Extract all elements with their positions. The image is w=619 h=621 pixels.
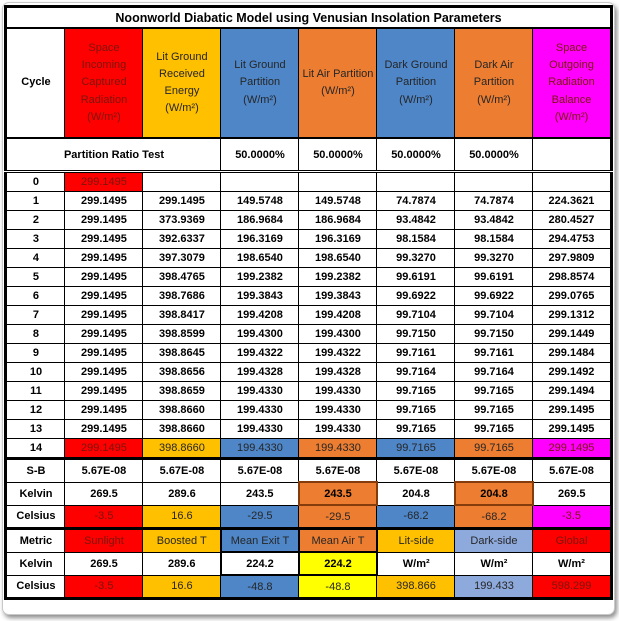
value-cell: 99.7165 (377, 382, 455, 401)
value-cell: 299.1449 (533, 325, 611, 344)
value-cell: 99.7165 (455, 439, 533, 459)
summary-value-cell: -48.8 (221, 575, 299, 599)
value-cell: 398.8660 (143, 401, 221, 420)
value-cell: 196.3169 (221, 230, 299, 249)
value-cell: 199.4208 (221, 306, 299, 325)
cycle-row-0 (6, 172, 611, 192)
summary-value-cell: Global (533, 529, 611, 553)
value-cell: 74.7874 (377, 192, 455, 211)
cycle-number: 6 (6, 287, 65, 306)
partition-ratio-value: 50.0000% (221, 138, 299, 172)
noonworld-model-table (4, 5, 612, 600)
partition-ratio-value: 50.0000% (455, 138, 533, 172)
summary-row-s-b (6, 459, 611, 483)
cycle-number: 9 (6, 344, 65, 363)
value-cell: 198.6540 (299, 249, 377, 268)
value-cell: 199.4300 (221, 325, 299, 344)
value-cell: 99.6191 (455, 268, 533, 287)
value-cell: 99.7104 (455, 306, 533, 325)
summary-row-kelvin (6, 552, 611, 575)
summary-value-cell: 224.2 (221, 552, 299, 575)
value-cell: 99.7165 (377, 420, 455, 439)
value-cell (455, 172, 533, 192)
value-cell: 199.4330 (299, 439, 377, 459)
summary-value-cell: 5.67E-08 (377, 459, 455, 483)
value-cell: 199.3843 (221, 287, 299, 306)
value-cell: 199.4330 (221, 401, 299, 420)
value-cell: 398.4765 (143, 268, 221, 287)
value-cell: 199.4330 (221, 439, 299, 459)
summary-value-cell: Mean Air T (299, 529, 377, 553)
cycle-number: 14 (6, 439, 65, 459)
value-cell: 299.1495 (65, 172, 143, 192)
value-cell: 398.8599 (143, 325, 221, 344)
value-cell: 199.4328 (299, 363, 377, 382)
value-cell: 99.7104 (377, 306, 455, 325)
value-cell: 298.8574 (533, 268, 611, 287)
partition-ratio-label: Partition Ratio Test (6, 138, 221, 172)
value-cell: 99.7165 (377, 439, 455, 459)
value-cell: 98.1584 (455, 230, 533, 249)
summary-value-cell: -68.2 (377, 505, 455, 529)
summary-value-cell: Lit-side (377, 529, 455, 553)
col-header-4: Lit Air Partition (W/m²) (299, 28, 377, 138)
value-cell: 199.4330 (221, 382, 299, 401)
value-cell (143, 172, 221, 192)
summary-value-cell: -29.5 (221, 505, 299, 529)
cycle-row-3 (6, 230, 611, 249)
summary-value-cell: 289.6 (143, 552, 221, 575)
value-cell: 373.9369 (143, 211, 221, 230)
value-cell: 93.4842 (455, 211, 533, 230)
col-header-2: Lit Ground Received Energy (W/m²) (143, 28, 221, 138)
summary-value-cell: -3.5 (65, 575, 143, 599)
summary-value-cell: W/m² (533, 552, 611, 575)
cycle-number: 2 (6, 211, 65, 230)
summary-row-label: Kelvin (6, 482, 65, 505)
value-cell: 299.1495 (533, 439, 611, 459)
cycle-number: 13 (6, 420, 65, 439)
cycle-row-11 (6, 382, 611, 401)
value-cell: 299.1495 (65, 363, 143, 382)
value-cell: 398.7686 (143, 287, 221, 306)
summary-row-label: Celsius (6, 575, 65, 599)
summary-value-cell: 204.8 (377, 482, 455, 505)
summary-value-cell: 5.67E-08 (533, 459, 611, 483)
value-cell: 74.7874 (455, 192, 533, 211)
value-cell: 186.9684 (221, 211, 299, 230)
screenshot-frame (2, 2, 615, 615)
value-cell: 224.3621 (533, 192, 611, 211)
cycle-row-2 (6, 211, 611, 230)
value-cell: 149.5748 (299, 192, 377, 211)
value-cell: 149.5748 (221, 192, 299, 211)
value-cell: 299.1495 (65, 192, 143, 211)
value-cell: 99.7165 (455, 420, 533, 439)
value-cell: 199.4328 (221, 363, 299, 382)
value-cell (299, 172, 377, 192)
value-cell: 199.2382 (221, 268, 299, 287)
summary-value-cell: 289.6 (143, 482, 221, 505)
value-cell: 398.8660 (143, 439, 221, 459)
summary-value-cell: 269.5 (65, 482, 143, 505)
summary-value-cell: -68.2 (455, 505, 533, 529)
summary-row-celsius (6, 575, 611, 599)
cycle-row-1 (6, 192, 611, 211)
value-cell: 199.4322 (299, 344, 377, 363)
value-cell: 199.3843 (299, 287, 377, 306)
summary-value-cell: 598.299 (533, 575, 611, 599)
value-cell: 199.2382 (299, 268, 377, 287)
cycle-number: 1 (6, 192, 65, 211)
summary-row-label: Celsius (6, 505, 65, 529)
value-cell: 299.1312 (533, 306, 611, 325)
value-cell: 299.0765 (533, 287, 611, 306)
value-cell: 299.1495 (65, 420, 143, 439)
summary-value-cell: 243.5 (221, 482, 299, 505)
cycle-number: 4 (6, 249, 65, 268)
value-cell: 299.1484 (533, 344, 611, 363)
summary-value-cell: Mean Exit T (221, 529, 299, 553)
col-header-6: Dark Air Partition (W/m²) (455, 28, 533, 138)
value-cell: 299.1494 (533, 382, 611, 401)
value-cell: 99.7165 (455, 382, 533, 401)
cycle-number: 3 (6, 230, 65, 249)
value-cell: 398.8656 (143, 363, 221, 382)
value-cell (377, 172, 455, 192)
value-cell: 299.1495 (65, 268, 143, 287)
value-cell: 199.4330 (221, 420, 299, 439)
cycle-row-8 (6, 325, 611, 344)
value-cell: 99.7164 (455, 363, 533, 382)
cycle-row-9 (6, 344, 611, 363)
summary-row-kelvin (6, 482, 611, 505)
value-cell (221, 172, 299, 192)
summary-value-cell: 16.6 (143, 575, 221, 599)
value-cell: 398.8645 (143, 344, 221, 363)
value-cell: 299.1495 (143, 192, 221, 211)
value-cell: 299.1495 (65, 230, 143, 249)
summary-value-cell: 269.5 (533, 482, 611, 505)
summary-row-metric (6, 529, 611, 553)
summary-value-cell: 5.67E-08 (455, 459, 533, 483)
summary-value-cell: 5.67E-08 (143, 459, 221, 483)
value-cell: 392.6337 (143, 230, 221, 249)
value-cell: 280.4527 (533, 211, 611, 230)
cycle-number: 8 (6, 325, 65, 344)
summary-value-cell: 204.8 (455, 482, 533, 505)
value-cell: 99.7164 (377, 363, 455, 382)
summary-value-cell: 199.433 (455, 575, 533, 599)
value-cell: 199.4330 (299, 382, 377, 401)
summary-value-cell: -29.5 (299, 505, 377, 529)
summary-row-label: Metric (6, 529, 65, 553)
value-cell: 299.1495 (65, 249, 143, 268)
value-cell: 294.4753 (533, 230, 611, 249)
summary-row-label: S-B (6, 459, 65, 483)
cycle-number: 10 (6, 363, 65, 382)
summary-value-cell: 5.67E-08 (299, 459, 377, 483)
value-cell: 299.1495 (65, 344, 143, 363)
cycle-number: 11 (6, 382, 65, 401)
value-cell: 99.7150 (377, 325, 455, 344)
col-header-3: Lit Ground Partition (W/m²) (221, 28, 299, 138)
value-cell: 99.3270 (377, 249, 455, 268)
col-header-1: Space Incoming Captured Radiation (W/m²) (65, 28, 143, 138)
cycle-number: 0 (6, 172, 65, 192)
value-cell: 99.6191 (377, 268, 455, 287)
value-cell: 398.8417 (143, 306, 221, 325)
table-title: Noonworld Diabatic Model using Venusian Insolation Parameters (6, 7, 611, 29)
cycle-row-12 (6, 401, 611, 420)
cycle-number: 12 (6, 401, 65, 420)
value-cell: 299.1492 (533, 363, 611, 382)
value-cell: 299.1495 (65, 211, 143, 230)
value-cell: 299.1495 (533, 420, 611, 439)
summary-value-cell: 398.866 (377, 575, 455, 599)
value-cell: 299.1495 (65, 306, 143, 325)
value-cell: 398.8660 (143, 420, 221, 439)
summary-value-cell: 269.5 (65, 552, 143, 575)
value-cell: 299.1495 (65, 382, 143, 401)
summary-value-cell: W/m² (377, 552, 455, 575)
value-cell: 398.8659 (143, 382, 221, 401)
col-header-5: Dark Ground Partition (W/m²) (377, 28, 455, 138)
value-cell: 93.4842 (377, 211, 455, 230)
value-cell: 198.6540 (221, 249, 299, 268)
value-cell: 98.1584 (377, 230, 455, 249)
partition-ratio-value (533, 138, 611, 172)
value-cell: 199.4300 (299, 325, 377, 344)
value-cell: 199.4208 (299, 306, 377, 325)
summary-value-cell: 5.67E-08 (65, 459, 143, 483)
value-cell: 99.7161 (455, 344, 533, 363)
summary-value-cell: Boosted T (143, 529, 221, 553)
value-cell: 186.9684 (299, 211, 377, 230)
cycle-row-5 (6, 268, 611, 287)
value-cell: 199.4330 (299, 420, 377, 439)
value-cell: 99.6922 (377, 287, 455, 306)
summary-value-cell: W/m² (455, 552, 533, 575)
summary-value-cell: 243.5 (299, 482, 377, 505)
value-cell: 99.7165 (455, 401, 533, 420)
cycle-number: 5 (6, 268, 65, 287)
value-cell: 99.7161 (377, 344, 455, 363)
cycle-row-4 (6, 249, 611, 268)
summary-value-cell: -48.8 (299, 575, 377, 599)
value-cell: 199.4322 (221, 344, 299, 363)
value-cell: 299.1495 (65, 325, 143, 344)
value-cell: 99.6922 (455, 287, 533, 306)
cycle-row-10 (6, 363, 611, 382)
cycle-row-14 (6, 439, 611, 459)
value-cell: 397.3079 (143, 249, 221, 268)
cycle-number: 7 (6, 306, 65, 325)
summary-value-cell: 16.6 (143, 505, 221, 529)
col-header-7: Space Outgoing Radiation Balance (W/m²) (533, 28, 611, 138)
partition-ratio-value: 50.0000% (299, 138, 377, 172)
summary-value-cell: -3.5 (533, 505, 611, 529)
value-cell: 299.1495 (65, 287, 143, 306)
summary-value-cell: -3.5 (65, 505, 143, 529)
value-cell: 299.1495 (533, 401, 611, 420)
cycle-row-7 (6, 306, 611, 325)
value-cell: 196.3169 (299, 230, 377, 249)
summary-value-cell: 224.2 (299, 552, 377, 575)
partition-ratio-value: 50.0000% (377, 138, 455, 172)
value-cell: 199.4330 (299, 401, 377, 420)
summary-row-label: Kelvin (6, 552, 65, 575)
summary-value-cell: Dark-side (455, 529, 533, 553)
value-cell: 299.1495 (65, 401, 143, 420)
summary-value-cell: 5.67E-08 (221, 459, 299, 483)
value-cell (533, 172, 611, 192)
summary-value-cell: Sunlight (65, 529, 143, 553)
cycle-row-13 (6, 420, 611, 439)
value-cell: 99.7150 (455, 325, 533, 344)
value-cell: 297.9809 (533, 249, 611, 268)
value-cell: 299.1495 (65, 439, 143, 459)
value-cell: 99.3270 (455, 249, 533, 268)
value-cell: 99.7165 (377, 401, 455, 420)
cycle-row-6 (6, 287, 611, 306)
col-header-0: Cycle (6, 28, 65, 138)
summary-row-celsius (6, 505, 611, 529)
